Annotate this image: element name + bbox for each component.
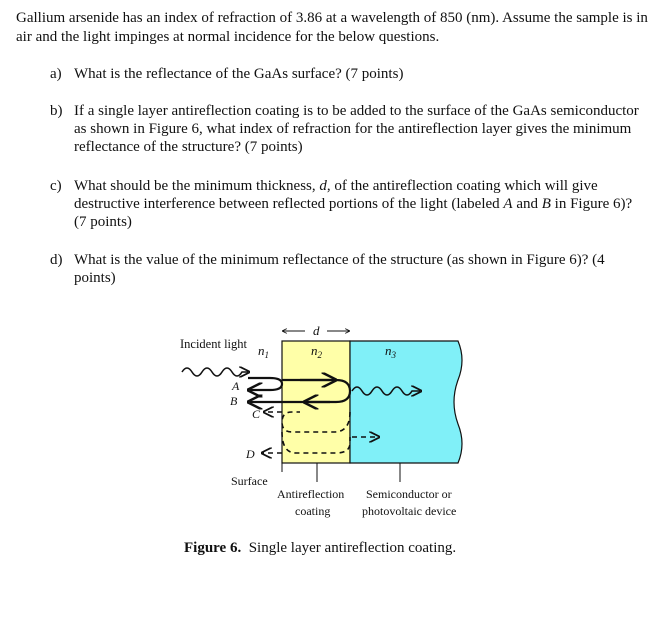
coating-label-line2: coating: [295, 504, 331, 518]
question-text: What is the reflectance of the GaAs surface? (7 points): [74, 66, 404, 82]
incident-light-label: Incident light: [180, 337, 247, 351]
semiconductor-device-layer: [350, 341, 462, 463]
intro-paragraph: Gallium arsenide has an index of refraction of 3.86 at a wavelength of 850 (nm). Assume the sample is in air and the light impinges at normal incidence for the below questions.: [16, 10, 648, 45]
device-label-line1: Semiconductor or: [366, 487, 452, 501]
thickness-label: d: [313, 323, 320, 338]
caption-label: Figure 6.: [184, 540, 242, 556]
coating-label-line1: Antireflection: [277, 487, 345, 501]
ray-a-reflection: [248, 378, 282, 390]
question-label: a): [50, 66, 62, 82]
incident-light-wave: [182, 368, 248, 376]
question-text: What should be the minimum thickness, d, of the antireflection coating which will give destructive interference between reflected portions of the light (labeled A and B in Figure 6)? (7 points): [74, 178, 633, 230]
question-label: d): [50, 252, 63, 268]
question-label: c): [50, 178, 62, 194]
ray-a-label: A: [232, 379, 240, 393]
ray-c-label: C: [252, 407, 261, 421]
question-text: If a single layer antireflection coating is to be added to the surface of the GaAs semiconductor as shown in Figure 6, what index of refraction for the antireflection layer gives the minimum reflectance of the structure? (7 points): [74, 103, 639, 155]
caption-text: Single layer antireflection coating.: [248, 540, 457, 556]
figure-caption: [184, 540, 456, 557]
question-label: b): [50, 103, 63, 119]
surface-label: Surface: [231, 474, 268, 488]
question-text: What is the value of the minimum reflectance of the structure (as shown in Figure 6)? (4 points): [74, 252, 605, 286]
ray-b-label: B: [230, 394, 238, 408]
ray-d-label: D: [246, 447, 255, 461]
n1-label: $n_1$: [258, 343, 269, 360]
n2-label: $n_2$: [311, 343, 322, 360]
n3-label: $n_3$: [385, 343, 396, 360]
device-label-line2: photovoltaic device: [362, 504, 457, 518]
